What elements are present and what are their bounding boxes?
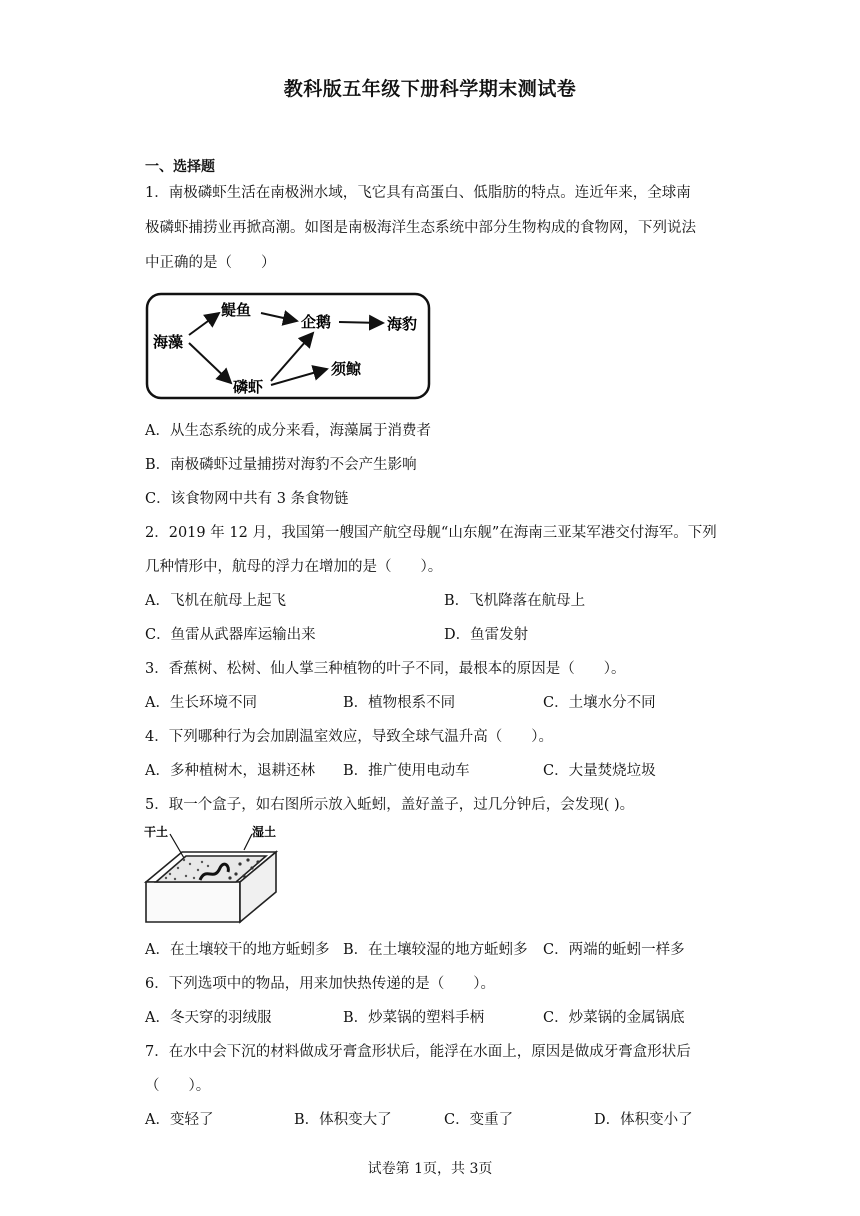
q2-option-a: A．飞机在航母上起飞	[145, 593, 286, 609]
q1-option-c: C．该食物网中共有 3 条食物链	[145, 491, 349, 507]
q4-option-b: B．推广使用电动车	[343, 763, 470, 779]
q5-option-a: A．在土壤较干的地方蚯蚓多	[145, 942, 330, 958]
q3-option-a: A．生长环境不同	[145, 695, 257, 711]
q3-option-b: B．植物根系不同	[343, 695, 456, 711]
q4-option-c: C．大量焚烧垃圾	[543, 763, 656, 779]
q2-option-d: D．鱼雷发射	[444, 627, 529, 643]
node-penguin: 企鹅	[301, 313, 332, 331]
label-wet-soil: 湿土	[252, 825, 277, 839]
pointer-dry	[170, 834, 184, 858]
node-whale: 须鲸	[331, 360, 362, 378]
pointer-wet	[244, 834, 252, 850]
page-title: 教科版五年级下册科学期末测试卷	[283, 78, 577, 100]
q6-option-a: A．冬天穿的羽绒服	[145, 1010, 272, 1026]
q3-option-c: C．土壤水分不同	[543, 695, 656, 711]
q2-line-1: 2．2019 年 12 月，我国第一艘国产航空母舰“山东舰”在海南三亚某军港交付海军。下列	[145, 525, 717, 541]
q1-line-1: 1．南极磷虾生活在南极洲水域，飞它具有高蛋白、低脂肪的特点。连近年来，全球南	[145, 185, 691, 201]
q7-line-2: （ ）。	[145, 1078, 211, 1094]
q2-option-b: B．飞机降落在航母上	[444, 593, 586, 609]
q1-option-a: A．从生态系统的成分来看，海藻属于消费者	[145, 423, 431, 439]
q2-line-2: 几种情形中，航母的浮力在增加的是（ ）。	[145, 559, 443, 575]
q5-text: 5．取一个盒子，如右图所示放入蚯蚓，盖好盖子，过几分钟后，会发现( )。	[145, 797, 635, 813]
section-heading: 一、选择题	[145, 159, 215, 175]
arrow-algae-krill	[189, 343, 231, 383]
node-fish: 鳀鱼	[221, 301, 252, 319]
q7-option-c: C．变重了	[444, 1112, 514, 1128]
q5-option-b: B．在土壤较湿的地方蚯蚓多	[343, 942, 528, 958]
q5-option-c: C．两端的蚯蚓一样多	[543, 942, 685, 958]
q1-line-2: 极磷虾捕捞业再掀高潮。如图是南极海洋生态系统中部分生物构成的食物网，下列说法	[145, 220, 696, 236]
node-algae: 海藻	[153, 333, 184, 351]
page-footer: 试卷第 1页，共 3页	[367, 1161, 493, 1177]
q1-line-3: 中正确的是（ ）	[145, 255, 276, 271]
q3-text: 3．香蕉树、松树、仙人掌三种植物的叶子不同，最根本的原因是（ ）。	[145, 661, 626, 677]
q7-option-a: A．变轻了	[145, 1112, 214, 1128]
q7-option-b: B．体积变大了	[294, 1112, 392, 1128]
food-web-diagram	[143, 291, 433, 403]
node-krill: 磷虾	[233, 378, 264, 396]
arrow-algae-fish	[189, 313, 219, 335]
diagram-frame	[147, 294, 429, 398]
label-dry-soil: 干土	[144, 825, 169, 839]
q6-text: 6．下列选项中的物品，用来加快热传递的是（ ）。	[145, 976, 495, 992]
q4-text: 4．下列哪种行为会加剧温室效应，导致全球气温升高（ ）。	[145, 729, 553, 745]
arrow-fish-penguin	[261, 313, 297, 321]
q6-option-b: B．炒菜锅的塑料手柄	[343, 1010, 485, 1026]
q7-line-1: 7．在水中会下沉的材料做成牙膏盒形状后，能浮在水面上，原因是做成牙膏盒形状后	[145, 1044, 691, 1060]
q7-option-d: D．体积变小了	[594, 1112, 693, 1128]
q1-option-b: B．南极磷虾过量捕捞对海豹不会产生影响	[145, 457, 417, 473]
arrow-penguin-seal	[339, 322, 383, 323]
q2-option-c: C．鱼雷从武器库运输出来	[145, 627, 316, 643]
q6-option-c: C．炒菜锅的金属锅底	[543, 1010, 685, 1026]
earthworm-box-diagram	[140, 822, 280, 928]
q4-option-a: A．多种植树木，退耕还林	[145, 763, 315, 779]
node-seal: 海豹	[387, 315, 418, 333]
